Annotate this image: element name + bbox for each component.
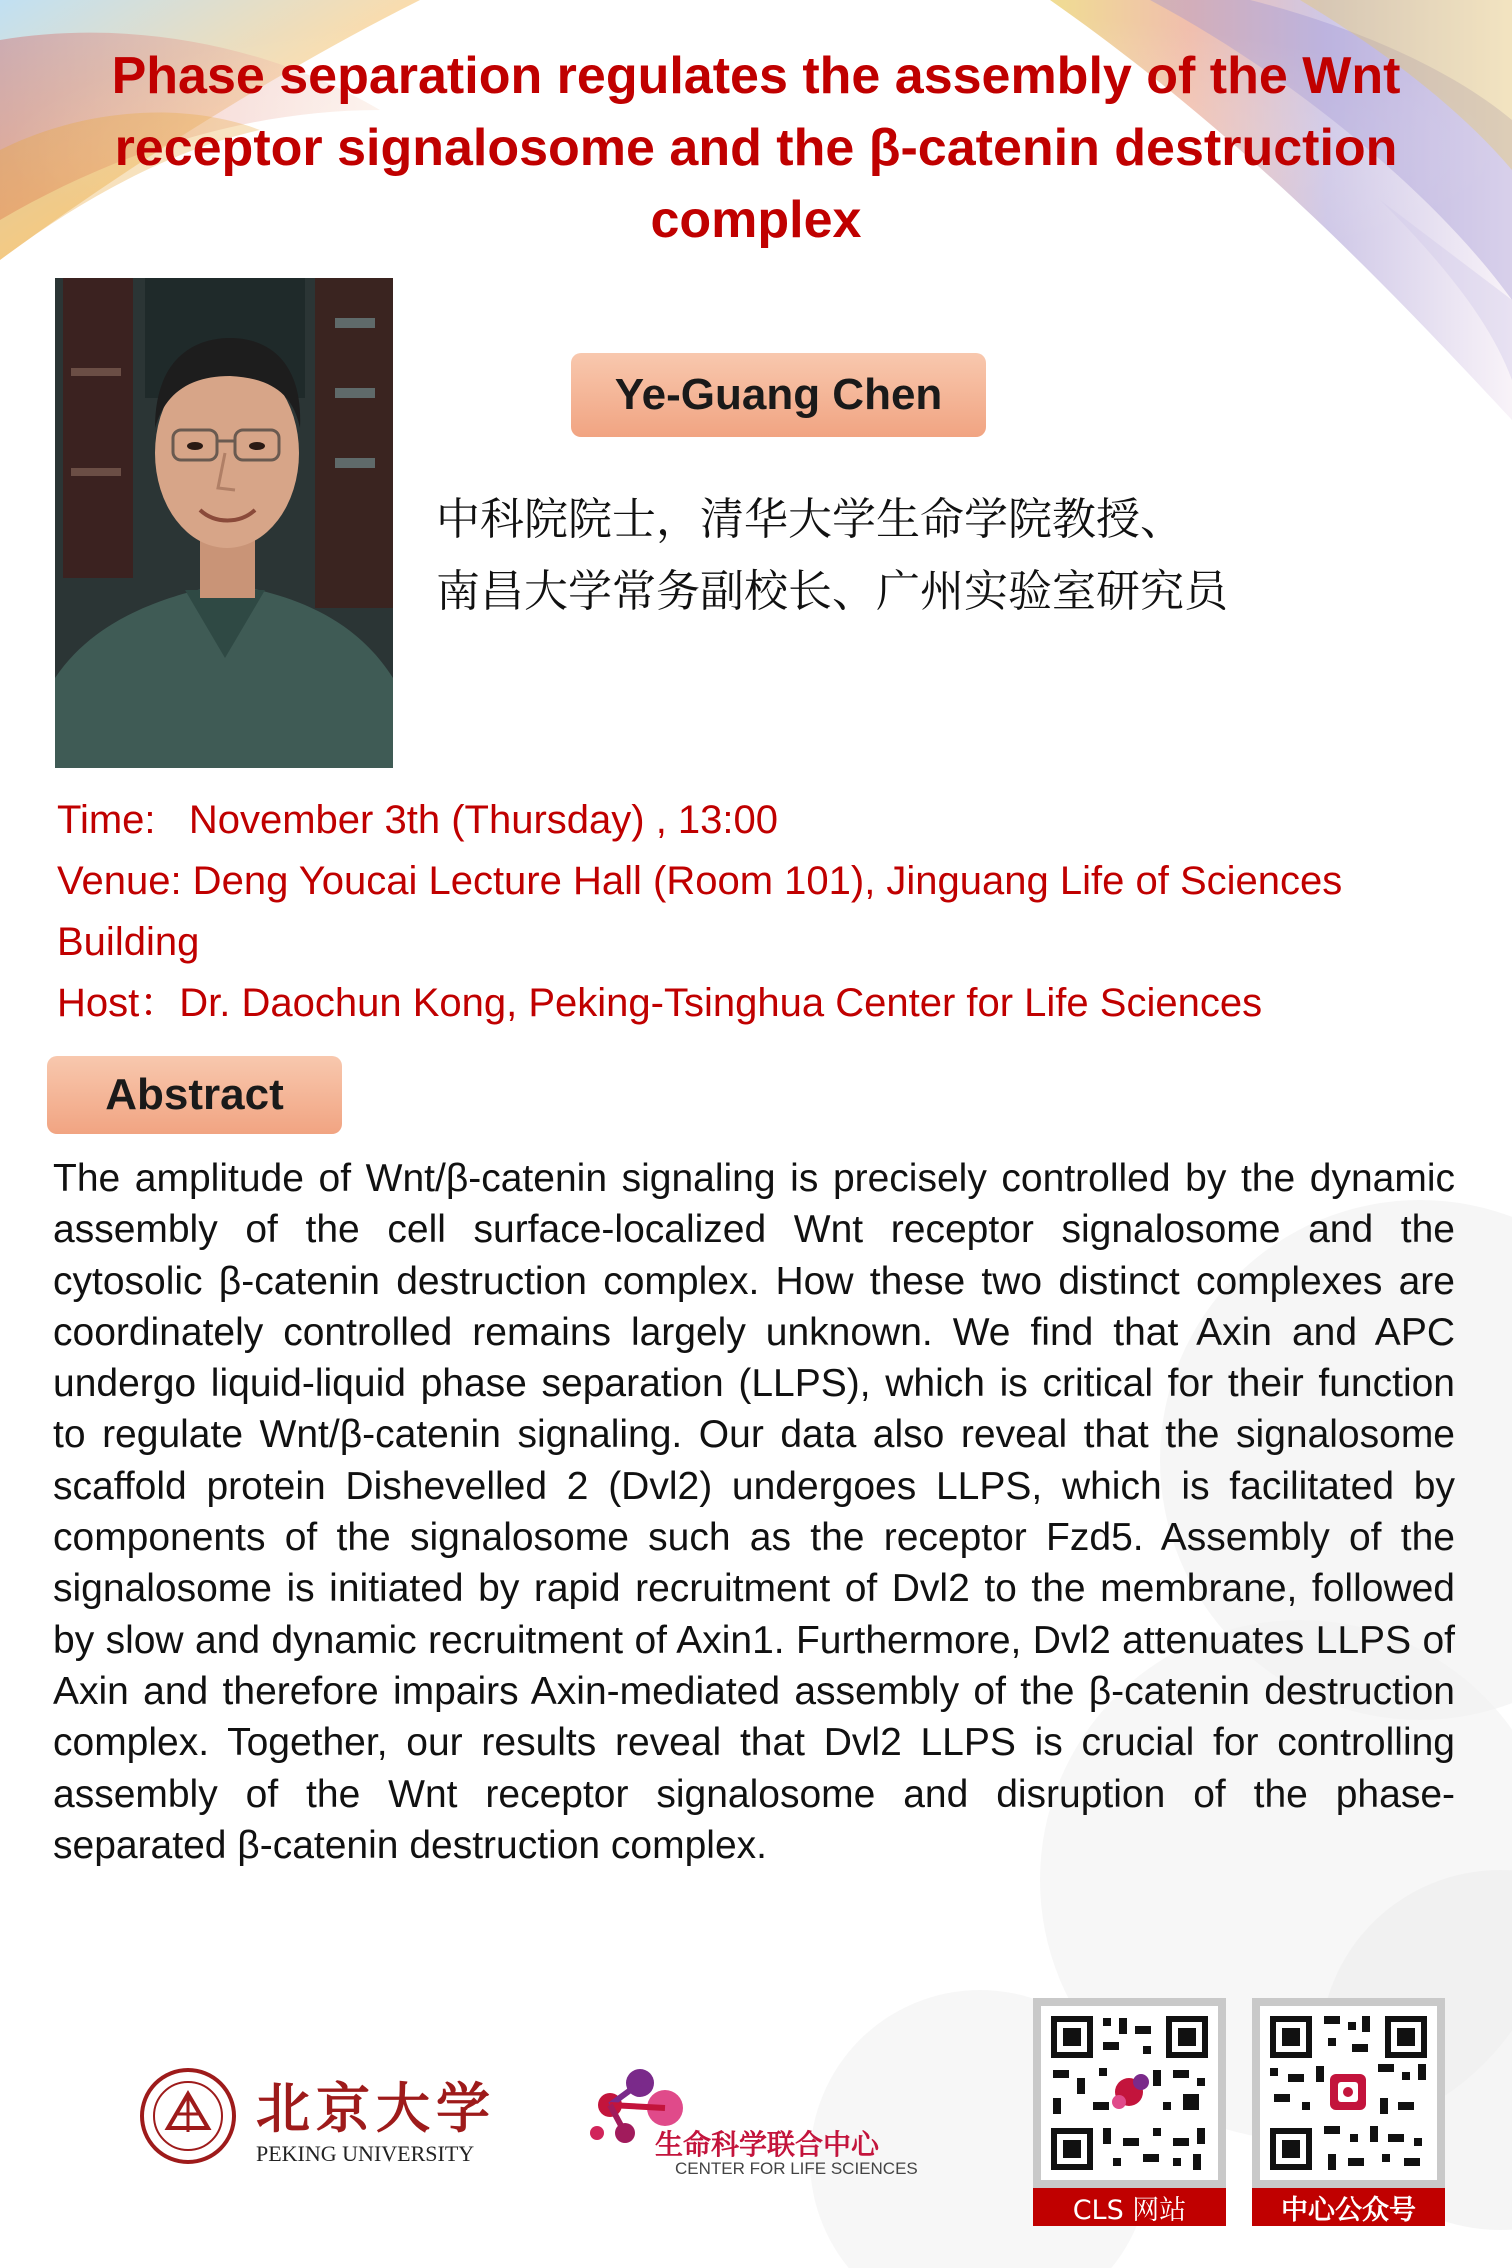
speaker-name-badge: Ye-Guang Chen [571, 353, 986, 437]
qr-code-cls-website[interactable] [1033, 1998, 1226, 2226]
qr-label-cls-website: CLS 网站 [1033, 2188, 1226, 2226]
event-info [57, 790, 1457, 1034]
qr-code-icon [1252, 1998, 1445, 2188]
qr-code-official-account[interactable] [1252, 1998, 1445, 2226]
pku-chinese-name: 北京大学 [256, 2076, 496, 2140]
cls-english-name: CENTER FOR LIFE SCIENCES [675, 2159, 918, 2178]
event-venue: Venue: Deng Youcai Lecture Hall (Room 101), Jinguang Life of Sciences Building [57, 859, 1343, 964]
cls-chinese-name: 生命科学联合中心 [655, 2128, 880, 2161]
speaker-affiliation [436, 484, 1446, 628]
peking-university-logo [138, 2066, 500, 2176]
abstract-heading: Abstract [47, 1056, 342, 1134]
abstract-text: The amplitude of Wnt/β-catenin signaling is precisely controlled by the dynamic assembly of the cell surface-localized Wnt receptor signalosome and the cytosolic β-catenin destruction complex. How these two distinct complexes are coordinately controlled remains largely unknown. We find that Axin and APC undergo liquid-liquid phase separation (LLPS), which is critical for their function to regulate Wnt/β-catenin signaling. Our data also reveal that the signalosome scaffold protein Dishevelled 2 (Dvl2) undergoes LLPS, which is facilitated by components of the signalosome such as the receptor Fzd5. Assembly of the signalosome is initiated by rapid recruitment of Dvl2 to the membrane, followed by slow and dynamic recruitment of Axin1. Furthermore, Dvl2 attenuates LLPS of Axin and therefore impairs Axin-mediated assembly of the β-catenin destruction complex. Together, our results reveal that Dvl2 LLPS is crucial for controlling assembly of the Wnt receptor signalosome and disruption of the phase-separated β-catenin destruction complex. [53, 1157, 1455, 1867]
event-time: Time: November 3th (Thursday) , 13:00 [57, 798, 779, 842]
poster-title: Phase separation regulates the assembly of the Wnt receptor signalosome and the β-catenin destruction complex [111, 47, 1401, 249]
speaker-photo [55, 278, 393, 768]
qr-label-official-account: 中心公众号 [1252, 2188, 1445, 2226]
affiliation-line-1: 中科院院士，清华大学生命学院教授、 [436, 494, 1184, 545]
event-host: Host：Dr. Daochun Kong, Peking-Tsinghua Center for Life Sciences [57, 981, 1263, 1025]
affiliation-line-2: 南昌大学常务副校长、广州实验室研究员 [436, 566, 1228, 617]
qr-code-icon [1033, 1998, 1226, 2188]
pku-english-name: PEKING UNIVERSITY [256, 2141, 475, 2166]
center-for-life-sciences-logo [585, 2063, 925, 2183]
